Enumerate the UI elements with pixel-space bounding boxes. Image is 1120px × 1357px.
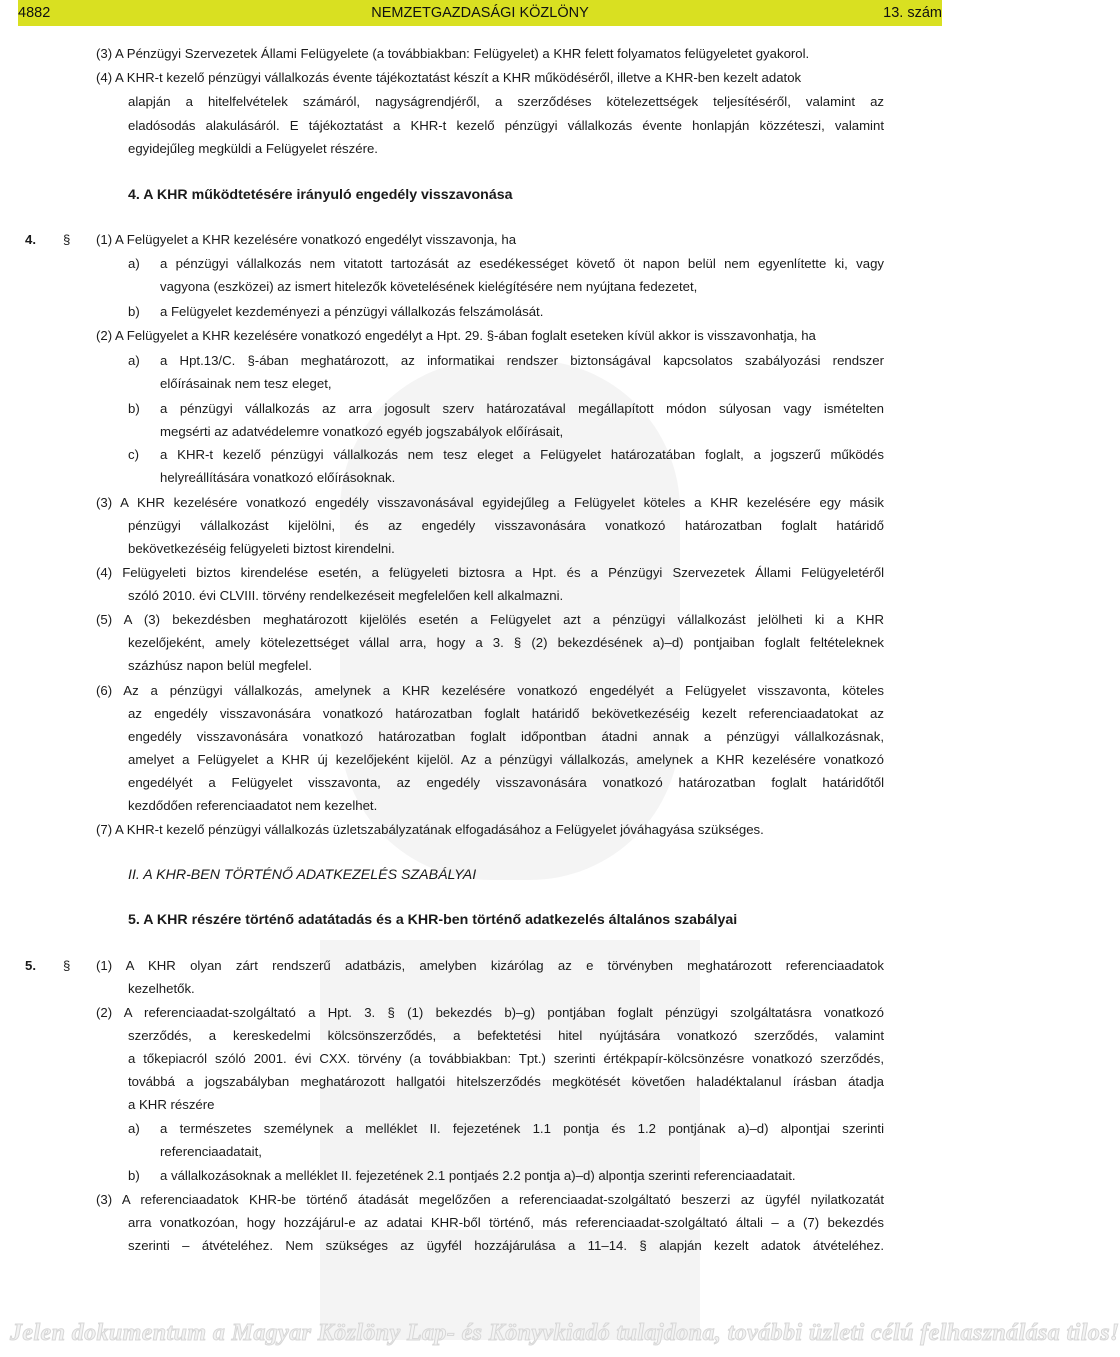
body-text-line: § bbox=[63, 232, 71, 247]
body-text-line: a természetes személynek a melléklet II. fejezetének 1.1 pontja és 1.2 pontjának a)–d) alpontjai szerinti bbox=[160, 1121, 884, 1136]
body-text-line: (1) A KHR olyan zárt rendszerű adatbázis, amelyben kizárólag az e törvényben meghatározott referenciaadatok bbox=[96, 958, 884, 973]
body-text-line: a KHR részére bbox=[128, 1097, 215, 1112]
body-text-line: megsérti az adatvédelemre vonatkozó egyéb jogszabályok előírásait, bbox=[160, 424, 564, 439]
body-text-line: (5) A (3) bekezdésben meghatározott kijelölés esetén a Felügyelet azt a pénzügyi vállalkozást jelölheti ki a KHR bbox=[96, 612, 884, 627]
body-text-line: b) bbox=[128, 1168, 140, 1183]
ownership-watermark: Jelen dokumentum a Magyar Közlöny Lap- és Könyvkiadó tulajdona, további üzleti célú felhasználása tilos! bbox=[10, 1320, 1120, 1346]
body-text-line: (2) A referenciaadat-szolgáltató a Hpt. 3. § (1) bekezdés b)–g) pontjában foglalt pénzügyi szolgáltatásra vonatkozó bbox=[96, 1005, 884, 1020]
body-text-line: b) bbox=[128, 304, 140, 319]
body-text-line: továbbá a jogszabályban meghatározott hallgatói hitelszerződés megkötését követően haladéktalanul írásban átadja bbox=[128, 1074, 884, 1089]
body-text-line: § bbox=[63, 958, 71, 973]
body-text-line: b) bbox=[128, 401, 140, 416]
body-text-line: pénzügyi vállalkozást kijelölni, és az engedély visszavonására vonatkozó határozatban foglalt határidő bbox=[128, 518, 884, 533]
body-text-line: engedély visszavonására vonatkozó határozatban foglalt időpontban átadni annak a pénzügyi vállalkozásnak, bbox=[128, 729, 884, 744]
body-text-line: vagyona (eszközei) az ismert hitelezők követelésének kielégítésére nem nyújtana fedezetet, bbox=[160, 279, 698, 294]
body-text-line: engedélyét a Felügyelet visszavonta, az engedély visszavonására vonatkozó határozatban foglalt határidőtől bbox=[128, 775, 884, 790]
body-text-line: alapján a hitelfelvételek számáról, nagyságrendjéről, a szerződéses kötelezettségek teljesítéséről, valamint az bbox=[128, 94, 884, 109]
body-text-line: (6) Az a pénzügyi vállalkozás, amelynek a KHR kezelésére vonatkozó engedélyét a Felügyelet visszavonta, köteles bbox=[96, 683, 884, 698]
body-text-line: egyidejűleg megküldi a Felügyelet részére. bbox=[128, 141, 378, 156]
page-number: 4882 bbox=[18, 5, 51, 21]
body-text-line: szerződés, a kereskedelmi kölcsönszerződés, a befektetési hitel nyújtására vonatkozó szerződés, valamint bbox=[128, 1028, 884, 1043]
body-text-line: kezelőjeként, amely kötelezettséget vállal arra, hogy a 3. § (2) bekezdésének a)–d) pontjaiban foglalt feltételeknek bbox=[128, 635, 884, 650]
body-text-line: az engedély visszavonására vonatkozó határozatban foglalt határidő bekövetkezéséig kezelt referenciaadatokat az bbox=[128, 706, 884, 721]
body-text-line: a Hpt.13/C. §-ában meghatározott, az informatikai rendszer biztonságával kapcsolatos szabályozási rendszer bbox=[160, 353, 884, 368]
body-text-line: százhúsz napon belül megfelel. bbox=[128, 658, 313, 673]
body-text-line: a Felügyelet kezdeményezi a pénzügyi vállalkozás felszámolását. bbox=[160, 304, 544, 319]
body-text-line: (4) Felügyeleti biztos kirendelése esetén, a felügyeleti biztosra a Hpt. és a Pénzügyi Szervezetek Állami Felügyeletéről bbox=[96, 565, 884, 580]
section-heading: 5. A KHR részére történő adatátadás és a KHR-ben történő adatkezelés általános szabályai bbox=[128, 912, 738, 928]
body-text-line: helyreállítására vonatkozó előírásoknak. bbox=[160, 470, 396, 485]
body-text-line: kezelhetők. bbox=[128, 981, 195, 996]
body-text-line: a KHR-t kezelő pénzügyi vállalkozás nem tesz eleget a Felügyelet határozatában foglalt, a jogszerű működés bbox=[160, 447, 884, 462]
body-text-line: előírásainak nem tesz eleget, bbox=[160, 376, 332, 391]
page-header bbox=[18, 0, 942, 26]
body-text-line: bekövetkezéséig felügyeleti biztost kirendelni. bbox=[128, 541, 395, 556]
body-text-line: a tőkepiacról szóló 2001. évi CXX. törvény (a továbbiakban: Tpt.) szerinti értékpapír-kölcsönzésre vonatkozó szerződés, bbox=[128, 1051, 884, 1066]
body-text-line: eladósodás alakulásáról. E tájékoztatást a KHR-t kezelő pénzügyi vállalkozás évente honlapján közzéteszi, valamint bbox=[128, 118, 884, 133]
body-text-line: referenciaadatait, bbox=[160, 1144, 262, 1159]
section-heading: II. A KHR-BEN TÖRTÉNŐ ADATKEZELÉS SZABÁLYAI bbox=[128, 867, 477, 883]
body-text-line: a) bbox=[128, 256, 140, 271]
issue-number: 13. szám bbox=[883, 5, 942, 21]
body-text-line: a) bbox=[128, 353, 140, 368]
body-text-line: c) bbox=[128, 447, 139, 462]
body-text-line: szerinti – átvételéhez. Nem szükséges az ügyfél hozzájárulása a 11–14. § alapján kezelt adatok átvételéhez. bbox=[128, 1238, 884, 1253]
body-text-line: szóló 2010. évi CLVIII. törvény rendelkezéseit megfelelően kell alkalmazni. bbox=[128, 588, 564, 603]
journal-title: NEMZETGAZDASÁGI KÖZLÖNY bbox=[371, 5, 589, 21]
body-text-line: a pénzügyi vállalkozás az arra jogosult szerv határozatával megállapított módon súlyosan vagy ismételten bbox=[160, 401, 884, 416]
body-text-line: a) bbox=[128, 1121, 140, 1136]
body-text-line: kezdődően referenciaadatot nem kezelhet. bbox=[128, 798, 378, 813]
body-text-line: a vállalkozásoknak a melléklet II. fejezetének 2.1 pontjaés 2.2 pontja a)–d) alpontja szerinti referenciaadatait. bbox=[160, 1168, 796, 1183]
body-text-line: (3) A Pénzügyi Szervezetek Állami Felügyelete (a továbbiakban: Felügyelet) a KHR felett folyamatos felügyeletet gyakorol. bbox=[96, 46, 810, 61]
body-text-line: arra vonatkozóan, hogy hozzájárul-e az adatai KHR-ből történő, más referenciaadat-szolgáltató általi – a (7) bekezdés bbox=[128, 1215, 884, 1230]
body-text-line: (2) A Felügyelet a KHR kezelésére vonatkozó engedélyt a Hpt. 29. §-ában foglalt eseteken kívül akkor is visszavonhatja, ha bbox=[96, 328, 816, 343]
body-text-line: (1) A Felügyelet a KHR kezelésére vonatkozó engedélyt visszavonja, ha bbox=[96, 232, 517, 247]
body-text-line: 5. bbox=[25, 958, 36, 973]
body-text-line: (7) A KHR-t kezelő pénzügyi vállalkozás üzletszabályzatának elfogadásához a Felügyelet jóváhagyása szükséges. bbox=[96, 822, 764, 837]
body-text-line: (3) A KHR kezelésére vonatkozó engedély visszavonásával egyidejűleg a Felügyelet köteles a KHR kezelésére egy másik bbox=[96, 495, 884, 510]
body-text-line: a pénzügyi vállalkozás nem vitatott tartozását az esedékességet követő öt napon belül nem egyenlítette ki, vagy bbox=[160, 256, 884, 271]
body-text-line: amelyet a Felügyelet a KHR új kezelőjeként kijelöl. Az a pénzügyi vállalkozás, amelynek a KHR kezelésére vonatkozó bbox=[128, 752, 884, 767]
body-text-line: 4. bbox=[25, 232, 36, 247]
section-heading: 4. A KHR működtetésére irányuló engedély visszavonása bbox=[128, 187, 513, 203]
body-text-line: (3) A referenciaadatok KHR-be történő átadását megelőzően a referenciaadat-szolgáltató beszerzi az ügyfél nyilatkozatát bbox=[96, 1192, 884, 1207]
body-text-line: (4) A KHR-t kezelő pénzügyi vállalkozás évente tájékoztatást készít a KHR működéséről, illetve a KHR-ben kezelt adatok bbox=[96, 70, 802, 85]
